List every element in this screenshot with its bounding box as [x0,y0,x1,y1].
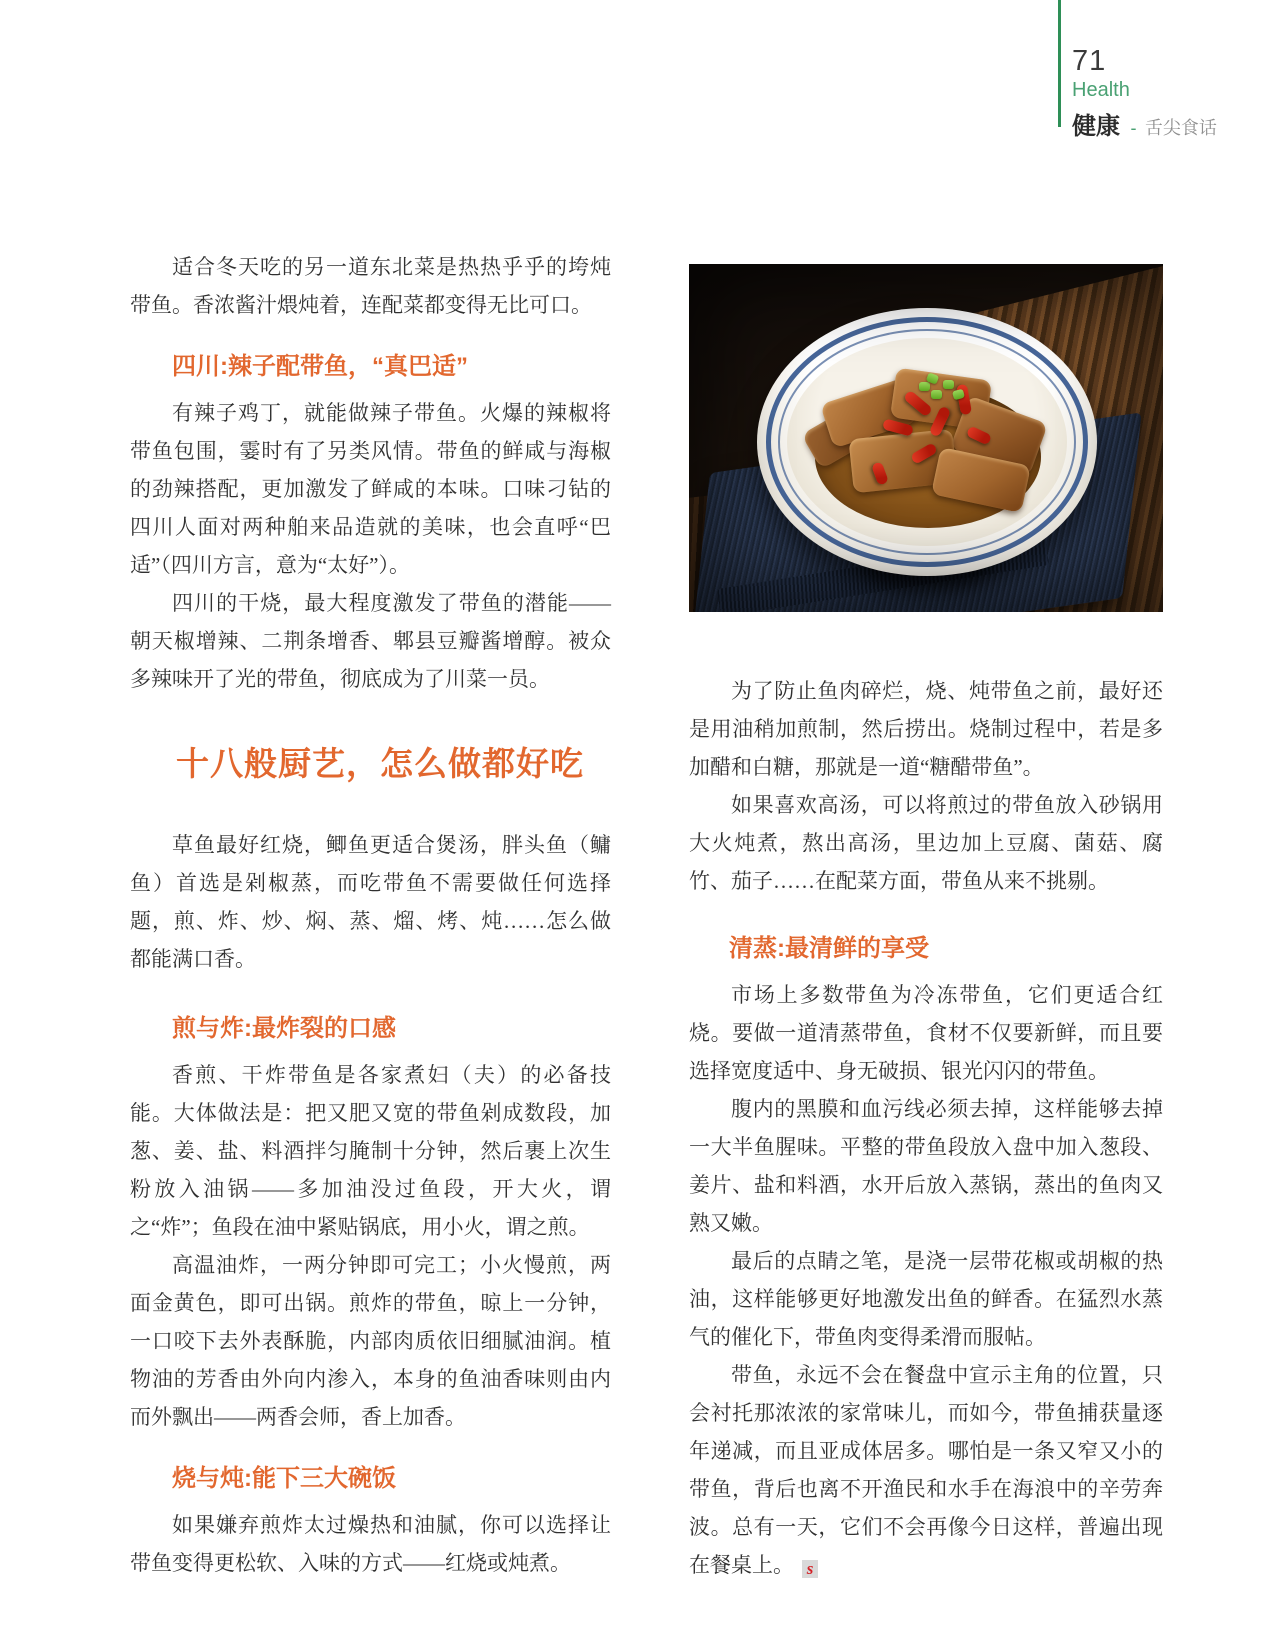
paragraph: 腹内的黑膜和血污线必须去掉，这样能够去掉一大半鱼腥味。平整的带鱼段放入盘中加入葱段、姜片、盐和料酒，水开后放入蒸锅，蒸出的鱼肉又熟又嫩。 [689,1097,1163,1235]
subheading-steam: 清蒸:最清鲜的享受 [729,935,929,962]
paragraph [689,1356,1163,1584]
subheading-braise: 烧与炖:能下三大碗饭 [172,1465,396,1492]
section-name-en: Health [1072,79,1130,101]
subheading-sichuan: 四川:辣子配带鱼，“真巴适” [172,353,468,380]
paragraph: 四川的干烧，最大程度激发了带鱼的潜能——朝天椒增辣、二荆条增香、郫县豆瓣酱增醇。被众多辣味开了光的带鱼，彻底成为了川菜一员。 [130,591,611,691]
page-number: 71 [1072,45,1107,77]
section-tag: 舌尖食话 [1144,118,1217,138]
article-end-mark: s [802,1560,818,1578]
paragraph: 香煎、干炸带鱼是各家煮妇（夫）的必备技能。大体做法是：把又肥又宽的带鱼剁成数段，加葱、姜、盐、料酒拌匀腌制十分钟，然后裹上次生粉放入油锅——多加油没过鱼段，开大火，谓之“炸”；鱼段在油中紧贴锅底，用小火，谓之煎。 [130,1063,611,1239]
paragraph: 适合冬天吃的另一道东北菜是热热乎乎的垮炖带鱼。香浓酱汁煨炖着，连配菜都变得无比可口。 [130,255,611,317]
paragraph: 高温油炸，一两分钟即可完工；小火慢煎，两面金黄色，即可出锅。煎炸的带鱼，晾上一分钟，一口咬下去外表酥脆，内部肉质依旧细腻油润。植物油的芳香由外向内渗入，本身的鱼油香味则由内而外飘出——两香会师，香上加香。 [130,1253,611,1429]
dish-photo [689,264,1163,612]
paragraph: 市场上多数带鱼为冷冻带鱼，它们更适合红烧。要做一道清蒸带鱼，食材不仅要新鲜，而且要选择宽度适中、身无破损、银光闪闪的带鱼。 [689,983,1163,1083]
subheading-fry: 煎与炸:最炸裂的口感 [172,1015,396,1042]
paragraph: 草鱼最好红烧，鲫鱼更适合煲汤，胖头鱼（鳙鱼）首选是剁椒蒸，而吃带鱼不需要做任何选择题，煎、炸、炒、焖、蒸、熘、烤、炖……怎么做都能满口香。 [130,833,611,971]
section-divider: - [1130,118,1137,138]
paragraph: 有辣子鸡丁，就能做辣子带鱼。火爆的辣椒将带鱼包围，霎时有了另类风情。带鱼的鲜咸与海椒的劲辣搭配，更加激发了鲜咸的本味。口味刁钻的四川人面对两种舶来品造就的美味，也会直呼“巴适”（四川方言，意为“太好”）。 [130,401,611,577]
paragraph: 为了防止鱼肉碎烂，烧、炖带鱼之前，最好还是用油稍加煎制，然后捞出。烧制过程中，若是多加醋和白糖，那就是一道“糖醋带鱼”。 [689,679,1163,779]
right-column [689,248,1163,1584]
section-name-row [1072,106,1217,141]
paragraph: 如果嫌弃煎炸太过燥热和油腻，你可以选择让带鱼变得更松软、入味的方式——红烧或炖煮。 [130,1513,611,1575]
paragraph: 最后的点睛之笔，是浇一层带花椒或胡椒的热油，这样能够更好地激发出鱼的鲜香。在猛烈水蒸气的催化下，带鱼肉变得柔滑而服帖。 [689,1249,1163,1349]
left-column [130,248,611,1582]
header-green-divider [1058,0,1061,127]
paragraph: 如果喜欢高汤，可以将煎过的带鱼放入砂锅用大火炖煮，熬出高汤，里边加上豆腐、菌菇、腐竹、茄子……在配菜方面，带鱼从来不挑剔。 [689,793,1163,893]
page-header [1072,46,1217,141]
section-heading-cooking-skills: 十八般厨艺，怎么做都好吃 [176,745,584,782]
section-name-zh: 健康 [1072,113,1120,140]
paragraph-text: 带鱼，永远不会在餐盘中宣示主角的位置，只会衬托那浓浓的家常味儿，而如今，带鱼捕获量逐年递减，而且亚成体居多。哪怕是一条又窄又小的带鱼，背后也离不开渔民和水手在海浪中的辛劳奔波。总有一天，它们不会再像今日这样，普遍出现在餐桌上。 [689,1363,1163,1577]
photo-vignette [689,264,1163,612]
